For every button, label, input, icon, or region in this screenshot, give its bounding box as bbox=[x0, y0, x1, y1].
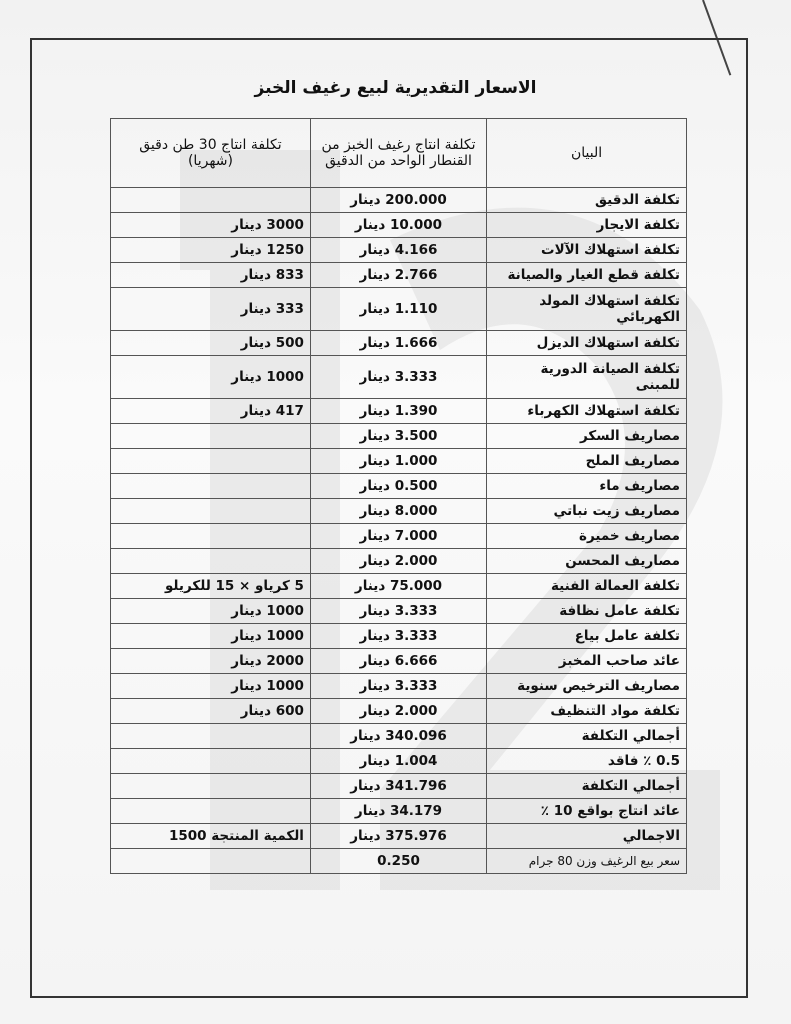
table-body bbox=[111, 188, 687, 874]
item-cell: تكلفة الدقيق bbox=[487, 188, 687, 213]
quintal-cost-cell: 1.110 دينار bbox=[310, 288, 486, 331]
monthly-cost-cell bbox=[111, 849, 311, 874]
quintal-cost-cell: 10.000 دينار bbox=[310, 213, 486, 238]
monthly-cost-cell bbox=[111, 188, 311, 213]
item-cell: تكلفة الايجار bbox=[487, 213, 687, 238]
item-cell: مصاريف الملح bbox=[487, 449, 687, 474]
quintal-cost-cell: 0.500 دينار bbox=[310, 474, 486, 499]
table-row bbox=[111, 599, 687, 624]
quintal-cost-cell: 200.000 دينار bbox=[310, 188, 486, 213]
header-quintal-cost: تكلفة انتاج رغيف الخبز من القنطار الواحد من الدقيق bbox=[310, 119, 486, 188]
table-row bbox=[111, 331, 687, 356]
table-row bbox=[111, 674, 687, 699]
quintal-cost-cell: 1.390 دينار bbox=[310, 399, 486, 424]
monthly-cost-cell: 333 دينار bbox=[111, 288, 311, 331]
table-row bbox=[111, 524, 687, 549]
item-cell: تكلفة استهلاك الكهرباء bbox=[487, 399, 687, 424]
quintal-cost-cell: 375.976 دينار bbox=[310, 824, 486, 849]
monthly-cost-cell: 500 دينار bbox=[111, 331, 311, 356]
table-row bbox=[111, 188, 687, 213]
quintal-cost-cell: 4.166 دينار bbox=[310, 238, 486, 263]
table-row bbox=[111, 824, 687, 849]
monthly-cost-cell bbox=[111, 749, 311, 774]
monthly-cost-cell bbox=[111, 424, 311, 449]
table-row bbox=[111, 849, 687, 874]
item-cell: مصاريف المحسن bbox=[487, 549, 687, 574]
item-cell: مصاريف خميرة bbox=[487, 524, 687, 549]
monthly-cost-cell: 1250 دينار bbox=[111, 238, 311, 263]
monthly-cost-cell: 3000 دينار bbox=[111, 213, 311, 238]
item-cell: مصاريف السكر bbox=[487, 424, 687, 449]
quintal-cost-cell: 341.796 دينار bbox=[310, 774, 486, 799]
item-cell: أجمالي التكلفة bbox=[487, 724, 687, 749]
quintal-cost-cell: 1.000 دينار bbox=[310, 449, 486, 474]
monthly-cost-cell: 1000 دينار bbox=[111, 674, 311, 699]
quintal-cost-cell: 2.000 دينار bbox=[310, 699, 486, 724]
table-row bbox=[111, 574, 687, 599]
table-row bbox=[111, 724, 687, 749]
item-cell: 0.5 ٪ فاقد bbox=[487, 749, 687, 774]
cost-table bbox=[110, 118, 687, 874]
item-cell: مصاريف الترخيص سنوية bbox=[487, 674, 687, 699]
item-cell: عائد انتاج بواقع 10 ٪ bbox=[487, 799, 687, 824]
monthly-cost-cell: 1000 دينار bbox=[111, 599, 311, 624]
item-cell: تكلفة الصيانة الدورية للمبنى bbox=[487, 356, 687, 399]
quintal-cost-cell: 3.333 دينار bbox=[310, 599, 486, 624]
header-monthly-cost: تكلفة انتاج 30 طن دقيق (شهريا) bbox=[111, 119, 311, 188]
item-cell: تكلفة مواد التنظيف bbox=[487, 699, 687, 724]
table-row bbox=[111, 549, 687, 574]
item-cell: سعر بيع الرغيف وزن 80 جرام bbox=[487, 849, 687, 874]
item-cell: تكلفة عامل نظافة bbox=[487, 599, 687, 624]
quintal-cost-cell: 340.096 دينار bbox=[310, 724, 486, 749]
monthly-cost-cell: الكمية المنتجة 1500 bbox=[111, 824, 311, 849]
quintal-cost-cell: 2.766 دينار bbox=[310, 263, 486, 288]
quintal-cost-cell: 3.333 دينار bbox=[310, 624, 486, 649]
quintal-cost-cell: 3.333 دينار bbox=[310, 674, 486, 699]
table-row bbox=[111, 238, 687, 263]
monthly-cost-cell: 1000 دينار bbox=[111, 624, 311, 649]
table-row bbox=[111, 624, 687, 649]
quintal-cost-cell: 75.000 دينار bbox=[310, 574, 486, 599]
monthly-cost-cell bbox=[111, 799, 311, 824]
header-item: البيان bbox=[487, 119, 687, 188]
item-cell: تكلفة استهلاك الآلات bbox=[487, 238, 687, 263]
quintal-cost-cell: 1.004 دينار bbox=[310, 749, 486, 774]
item-cell: الاجمالي bbox=[487, 824, 687, 849]
quintal-cost-cell: 3.333 دينار bbox=[310, 356, 486, 399]
table-row bbox=[111, 799, 687, 824]
item-cell: تكلفة استهلاك المولد الكهربائي bbox=[487, 288, 687, 331]
monthly-cost-cell bbox=[111, 524, 311, 549]
table-row bbox=[111, 449, 687, 474]
item-cell: تكلفة العمالة الفنية bbox=[487, 574, 687, 599]
monthly-cost-cell: 5 كرياو × 15 للكريلو bbox=[111, 574, 311, 599]
item-cell: تكلفة قطع الغيار والصيانة bbox=[487, 263, 687, 288]
quintal-cost-cell: 1.666 دينار bbox=[310, 331, 486, 356]
table-row bbox=[111, 356, 687, 399]
table-header-row bbox=[111, 119, 687, 188]
table-row bbox=[111, 263, 687, 288]
monthly-cost-cell bbox=[111, 499, 311, 524]
item-cell: عائد صاحب المخبز bbox=[487, 649, 687, 674]
monthly-cost-cell: 417 دينار bbox=[111, 399, 311, 424]
item-cell: مصاريف ماء bbox=[487, 474, 687, 499]
item-cell: مصاريف زيت نباتي bbox=[487, 499, 687, 524]
item-cell: تكلفة استهلاك الديزل bbox=[487, 331, 687, 356]
quintal-cost-cell: 3.500 دينار bbox=[310, 424, 486, 449]
table-row bbox=[111, 499, 687, 524]
monthly-cost-cell bbox=[111, 474, 311, 499]
monthly-cost-cell: 2000 دينار bbox=[111, 649, 311, 674]
monthly-cost-cell: 833 دينار bbox=[111, 263, 311, 288]
quintal-cost-cell: 7.000 دينار bbox=[310, 524, 486, 549]
table-row bbox=[111, 699, 687, 724]
table-row bbox=[111, 774, 687, 799]
table-row bbox=[111, 649, 687, 674]
quintal-cost-cell: 8.000 دينار bbox=[310, 499, 486, 524]
monthly-cost-cell bbox=[111, 549, 311, 574]
table-row bbox=[111, 424, 687, 449]
monthly-cost-cell bbox=[111, 449, 311, 474]
table-row bbox=[111, 288, 687, 331]
monthly-cost-cell bbox=[111, 774, 311, 799]
monthly-cost-cell bbox=[111, 724, 311, 749]
item-cell: تكلفة عامل بياع bbox=[487, 624, 687, 649]
document-title: الاسعار التقديرية لبيع رغيف الخبز bbox=[254, 78, 537, 98]
table-row bbox=[111, 399, 687, 424]
quintal-cost-cell: 0.250 bbox=[310, 849, 486, 874]
item-cell: أجمالي التكلفة bbox=[487, 774, 687, 799]
table-row bbox=[111, 749, 687, 774]
monthly-cost-cell: 1000 دينار bbox=[111, 356, 311, 399]
quintal-cost-cell: 2.000 دينار bbox=[310, 549, 486, 574]
quintal-cost-cell: 34.179 دينار bbox=[310, 799, 486, 824]
quintal-cost-cell: 6.666 دينار bbox=[310, 649, 486, 674]
monthly-cost-cell: 600 دينار bbox=[111, 699, 311, 724]
table-row bbox=[111, 213, 687, 238]
table-row bbox=[111, 474, 687, 499]
